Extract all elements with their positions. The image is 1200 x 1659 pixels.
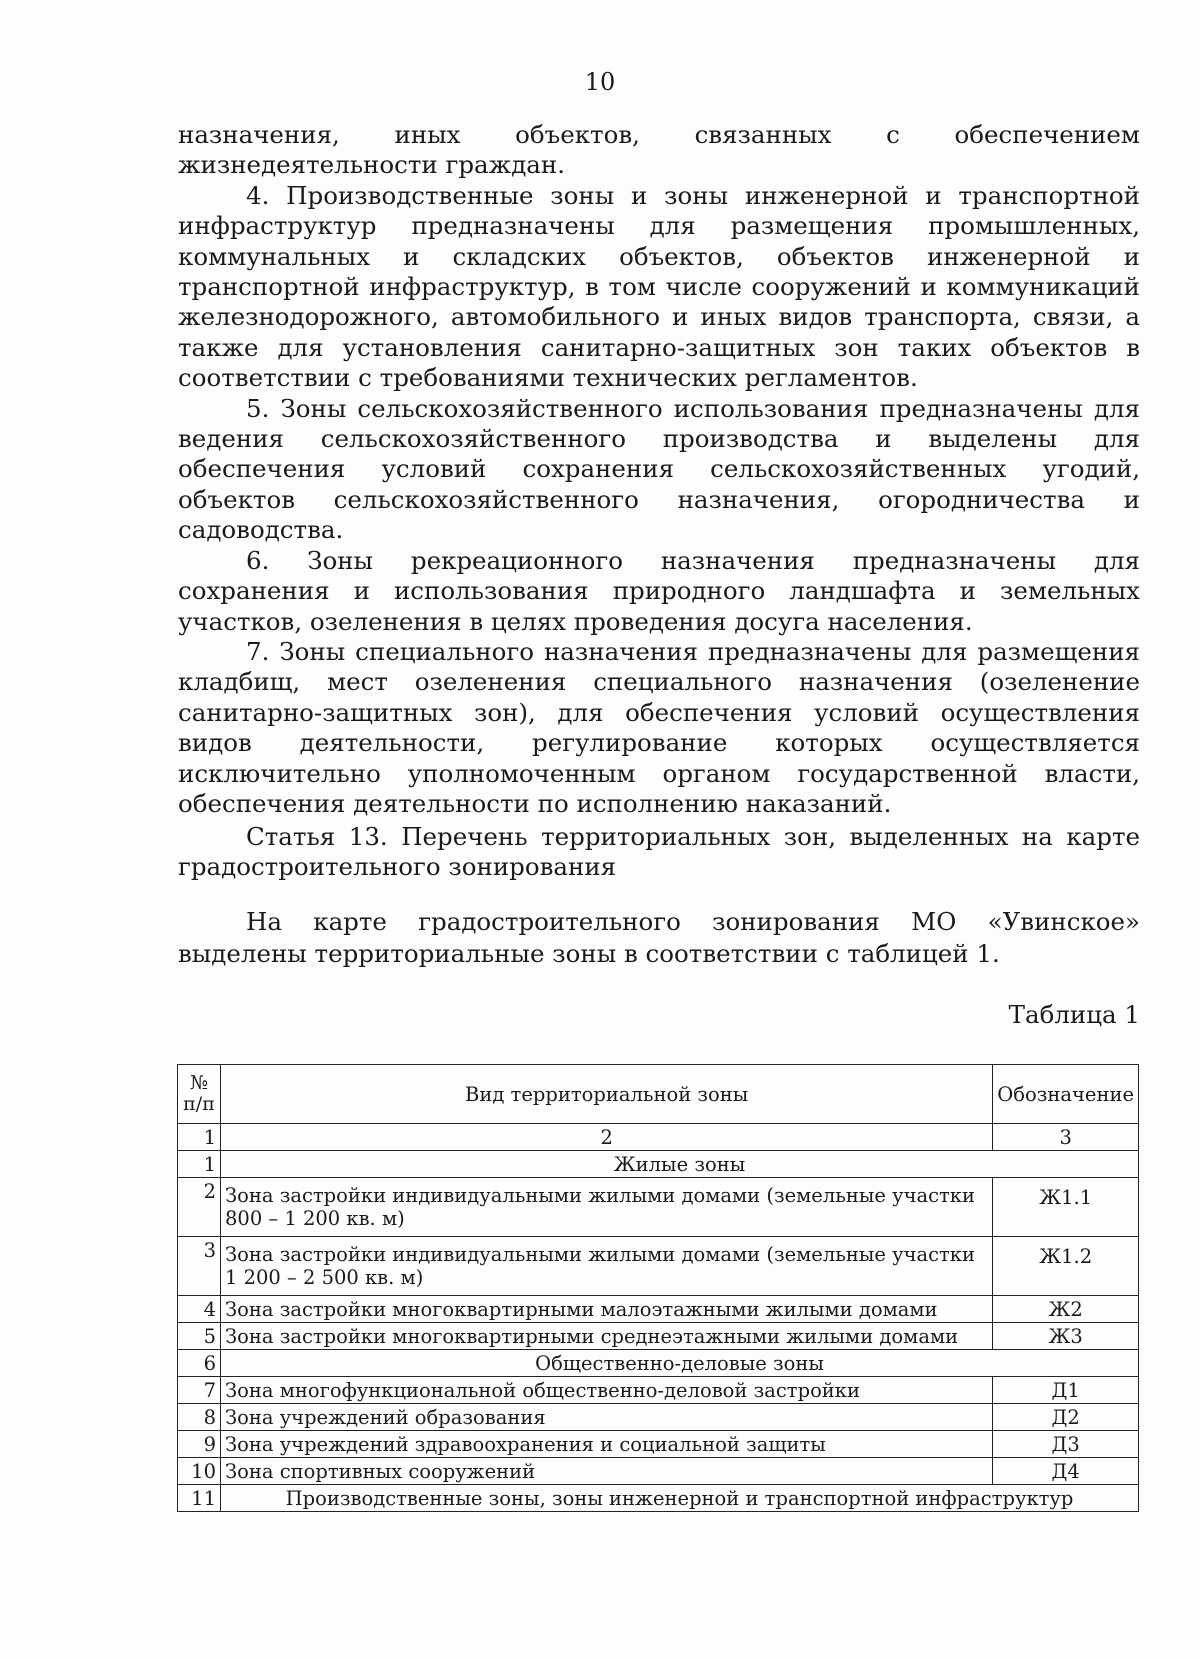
row-num: 9 [178,1431,221,1458]
row-num: 4 [178,1296,221,1323]
table-row [178,1296,1139,1323]
paragraph-6: 6. Зоны рекреационного назначения предназначены для сохранения и использования природного ландшафта и земельных участков, озеленения в целях проведения досуга населения. [178,545,1140,636]
zone-name: Зона спортивных сооружений [221,1458,993,1485]
table-row-group [178,1485,1139,1512]
zone-code: Д2 [993,1404,1139,1431]
table-header-row [178,1065,1139,1124]
zone-code: Д3 [993,1431,1139,1458]
paragraph-7: 7. Зоны специального назначения предназначены для размещения кладбищ, мест озеленения специального назначения (озеленение санитарно-защитных зон), для обеспечения условий осуществления видов деятельности, регулирование которых осуществляется исключительно уполномоченным органом государственной власти, обеспечения деятельности по исполнению наказаний. [178,636,1140,818]
group-name: Жилые зоны [221,1151,1139,1178]
article-heading: Статья 13. Перечень территориальных зон, выделенных на карте градостроительного зонирования [178,822,1140,882]
zone-code: Д1 [993,1377,1139,1404]
group-name: Производственные зоны, зоны инженерной и транспортной инфраструктур [221,1485,1139,1512]
zone-name: Зона застройки индивидуальными жилыми домами (земельные участки 1 200 – 2 500 кв. м) [221,1237,993,1296]
zone-code: Д4 [993,1458,1139,1485]
row-num: 7 [178,1377,221,1404]
table-row [178,1431,1139,1458]
row-num: 11 [178,1485,221,1512]
zone-name: Зона учреждений здравоохранения и социальной защиты [221,1431,993,1458]
zone-name: Зона застройки многоквартирными малоэтажными жилыми домами [221,1296,993,1323]
body-text [178,120,1140,819]
zone-name: Зона застройки многоквартирными среднеэтажными жилыми домами [221,1323,993,1350]
paragraph-continuation: назначения, иных объектов, связанных с обеспечением жизнедеятельности граждан. [178,120,1140,180]
column-number-1: 1 [178,1124,221,1151]
column-numbers-row [178,1124,1139,1151]
table-row-group [178,1151,1139,1178]
row-num: 6 [178,1350,221,1377]
paragraph-4: 4. Производственные зоны и зоны инженерной и транспортной инфраструктур предназначены для размещения промышленных, коммунальных и складских объектов, объектов инженерной и транспортной инфраструктур, в том числе сооружений и коммуникаций железнодорожного, автомобильного и иных видов транспорта, связи, а также для установления санитарно-защитных зон таких объектов в соответствии с требованиями технических регламентов. [178,180,1140,393]
row-num: 10 [178,1458,221,1485]
paragraph-5: 5. Зоны сельскохозяйственного использования предназначены для ведения сельскохозяйственного производства и выделены для обеспечения условий сохранения сельскохозяйственных угодий, объектов сельскохозяйственного назначения, огородничества и садоводства. [178,393,1140,545]
header-num: № п/п [178,1065,221,1124]
zone-name: Зона учреждений образования [221,1404,993,1431]
header-type: Вид территориальной зоны [221,1065,993,1124]
column-number-3: 3 [993,1124,1139,1151]
zone-code: Ж3 [993,1323,1139,1350]
intro-text: На карте градостроительного зонирования МО «Увинское» выделены территориальные зоны в соответствии с таблицей 1. [178,907,1140,968]
zone-name: Зона многофункциональной общественно-деловой застройки [221,1377,993,1404]
row-num: 8 [178,1404,221,1431]
group-name: Общественно-деловые зоны [221,1350,1139,1377]
table-caption: Таблица 1 [1008,1000,1140,1029]
table-row [178,1323,1139,1350]
row-num: 1 [178,1151,221,1178]
table-row [178,1458,1139,1485]
table-row [178,1404,1139,1431]
header-code: Обозначение [993,1065,1139,1124]
zone-code: Ж1.1 [993,1178,1139,1237]
table-row [178,1377,1139,1404]
column-number-2: 2 [221,1124,993,1151]
page-number: 10 [584,68,616,96]
row-num: 2 [178,1178,221,1237]
row-num: 3 [178,1237,221,1296]
table-row [178,1178,1139,1237]
zone-code: Ж1.2 [993,1237,1139,1296]
zone-name: Зона застройки индивидуальными жилыми домами (земельные участки 800 – 1 200 кв. м) [221,1178,993,1237]
zones-table [177,1064,1139,1512]
row-num: 5 [178,1323,221,1350]
table-row [178,1237,1139,1296]
zone-code: Ж2 [993,1296,1139,1323]
table-row-group [178,1350,1139,1377]
